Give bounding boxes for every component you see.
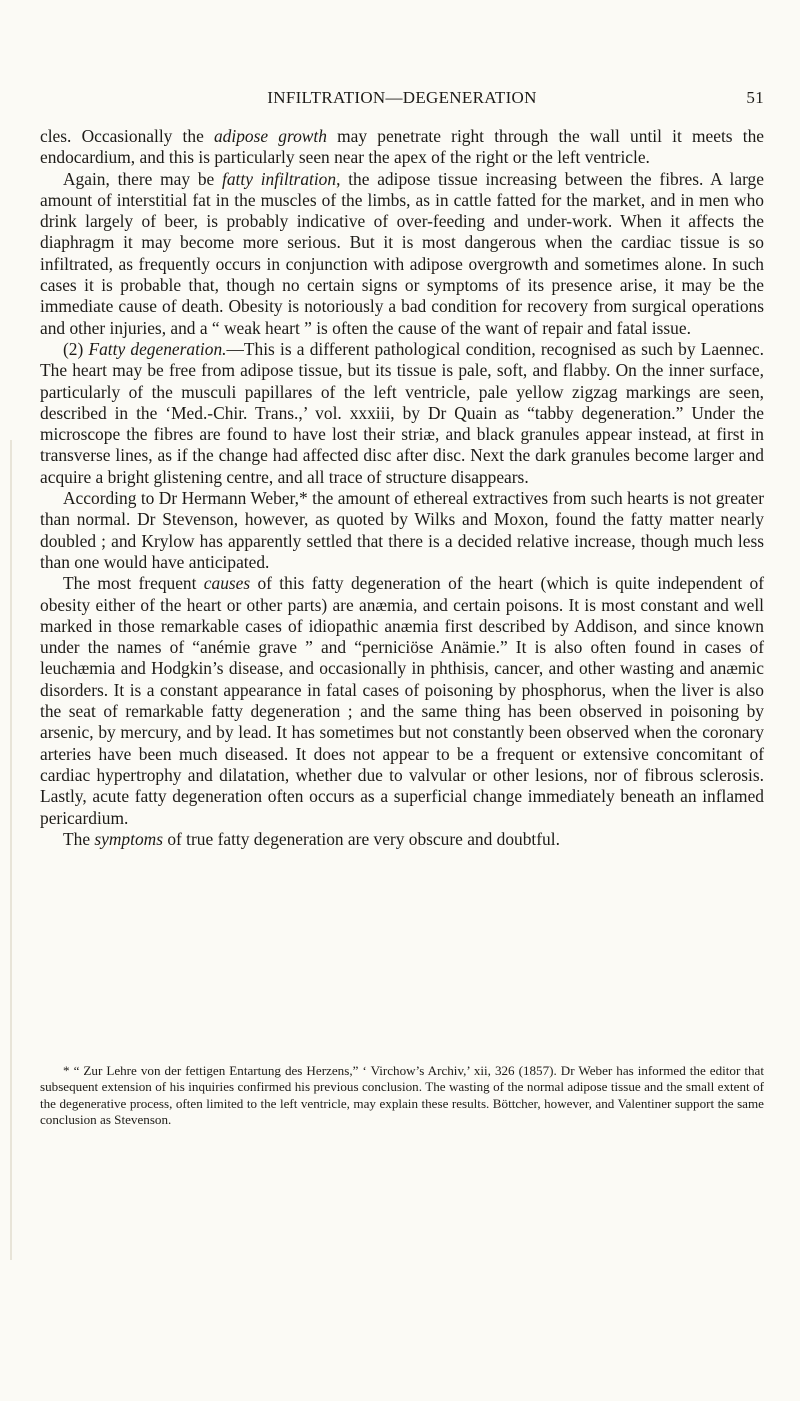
text-segment: (2): [63, 338, 89, 359]
paragraph-5: [40, 573, 764, 829]
paragraph-2: [40, 169, 764, 339]
italic-term: symptoms: [94, 828, 163, 849]
paragraph-1: [40, 126, 764, 169]
text-segment: —This is a different pathological condition, recognised as such by Laennec. The heart may be free from adipose tissue, but its tissue is pale, soft, and flabby. On the inner surface, particularly of the musculi papillares of the left ventricle, pale yellow zigzag markings are seen, described in the ‘Med.-Chir. Trans.,’ vol. xxxiii, by Dr Quain as “tabby degeneration.” Under the microscope the fibres are found to have lost their striæ, and black granules appear instead, at first in transverse lines, as if the change had affected disc after disc. Next the dark granules become larger and acquire a bright glistening centre, and all trace of structure disappears.: [40, 338, 764, 487]
text-segment: According to Dr Hermann Weber,* the amount of ethereal extractives from such hearts is not greater than normal. Dr Stevenson, however, as quoted by Wilks and Moxon, found the fatty matter nearly doubled ; and Krylow has apparently settled that there is a decided relative increase, though much less than one would have anticipated.: [40, 488, 764, 572]
paragraph-3: [40, 339, 764, 488]
text-segment: The most frequent: [63, 573, 204, 594]
text-segment: The: [63, 828, 95, 849]
body-text: [40, 126, 764, 850]
italic-term: causes: [203, 573, 251, 594]
running-header: [40, 88, 764, 112]
paragraph-6: [40, 829, 764, 850]
binding-shadow: [10, 440, 12, 1260]
text-segment: , the adipose tissue increasing between the fibres. A large amount of interstitial fat in the muscles of the limbs, as in cattle fatted for the market, and in men who drink largely of beer, is probably indicative of over-feeding and under-work. When it affects the diaphragm it may become more serious. But it is most dangerous when the cardiac tissue is so infiltrated, as frequently occurs in conjunction with adipose overgrowth and sometimes alone. In such cases it is probable that, though no certain signs or symptoms of its presence arise, it may be the immediate cause of death. Obesity is notoriously a bad condition for recovery from surgical operations and other injuries, and a “ weak heart ” is often the cause of the want of repair and fatal issue.: [40, 168, 764, 338]
book-page: [40, 0, 764, 1401]
running-title: INFILTRATION—DEGENERATION: [267, 88, 537, 107]
text-segment: of this fatty degeneration of the heart (which is quite independent of obesity either of the heart or other parts) are anæmia, and certain poisons. It is most constant and well marked in those remarkable cases of idiopathic anæmia first described by Addison, and since known under the names of “anémie grave ” and “perniciöse Anämie.” It is also often found in cases of leuchæmia and Hodgkin’s disease, and occasionally in phthisis, cancer, and other wasting and anæmic disorders. It is a constant appearance in fatal cases of poisoning by phosphorus, when the liver is also the seat of remarkable fatty degeneration ; and the same thing has been observed in poisoning by arsenic, by mercury, and by lead. It has sometimes but not constantly been observed when the coronary arteries have been much diseased. It does not appear to be a frequent or extensive concomitant of cardiac hypertrophy and dilatation, whether due to valvular or other lesions, nor of fibrous sclerosis. Lastly, acute fatty degeneration often occurs as a superficial change immediately beneath an inflamed pericardium.: [40, 573, 764, 828]
italic-term: adipose growth: [213, 126, 327, 146]
italic-term: Fatty degeneration.: [88, 338, 227, 359]
text-segment: may penetrate right through the wall until it meets the endocardium, and this is particularly seen near the apex of the right or the left ventricle.: [40, 126, 764, 168]
text-segment: of true fatty degeneration are very obscure and doubtful.: [163, 828, 560, 849]
italic-term: fatty infiltration: [222, 168, 337, 189]
page-number: 51: [746, 88, 764, 107]
footnote: * “ Zur Lehre von der fettigen Entartung des Herzens,” ‘ Virchow’s Archiv,’ xii, 326 (1857). Dr Weber has informed the editor that subsequent extension of his inquiries confirmed his previous conclusion. The wasting of the normal adipose tissue and the small extent of the degenerative process, often limited to the left ventricle, may explain these results. Böttcher, however, and Valentiner support the same conclusion as Stevenson.: [40, 1063, 764, 1128]
text-segment: Again, there may be: [63, 168, 223, 189]
paragraph-4: [40, 488, 764, 573]
text-segment: cles. Occasionally the: [40, 126, 214, 146]
